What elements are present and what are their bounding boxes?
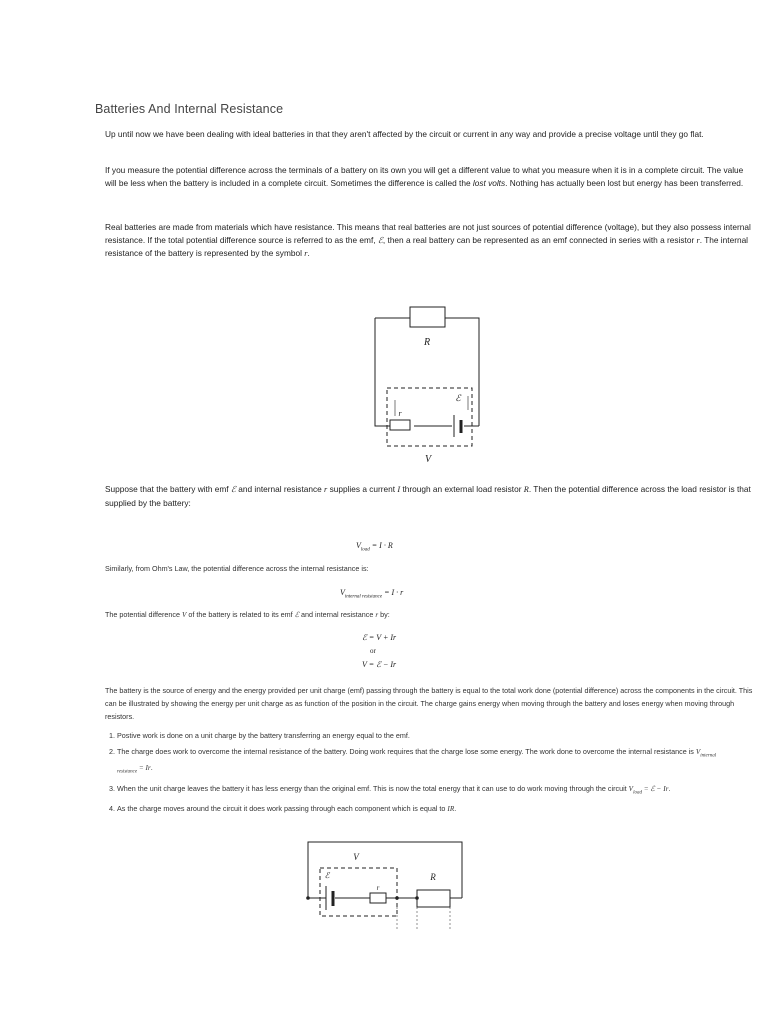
load-resistor xyxy=(417,890,450,907)
list-item: 2. The charge does work to overcome the internal resistance of the battery. Doing work requires that the charge lose some energy. The work done to overcome the internal resistance is $V_{internal resistance} = Ir$. xyxy=(117,746,717,779)
list-item: 1. Postive work is done on a unit charge by the battery transferring an energy equal to the emf. xyxy=(117,730,717,742)
internal-resistor xyxy=(390,420,410,430)
paragraph-lost-volts: If you measure the potential difference across the terminals of a battery on its own you will get a different value to what you measure when it is in a complete circuit. The value will be less when the battery is included in a complete circuit. Sometimes the difference is called the lost volts. Nothing has actually been lost but energy has been transferred. xyxy=(105,165,744,188)
label-emf: ℰ xyxy=(324,871,330,880)
equation-v-internal: $V_{internal resistance} = I \cdot r$ xyxy=(340,588,404,600)
equation-v-load: $V_{load} = I \cdot R$ xyxy=(356,541,393,553)
label-R: R xyxy=(430,872,436,882)
circuit-diagram-1 xyxy=(370,298,500,468)
wire-top-right xyxy=(445,318,479,426)
list-item: 4. As the charge moves around the circuit it does work passing through each component which is equal to IR. xyxy=(117,803,717,815)
equation-or: or xyxy=(370,647,376,655)
paragraph-energy: The battery is the source of energy and the energy provided per unit charge (emf) passing through the battery is equal to the total work done (potential difference) across the components in the circuit. This can be illustrated by showing the energy per unit charge as as function of the position in the circuit. The charge gains energy when moving through the battery and loses energy when moving through resistors. xyxy=(105,686,753,721)
internal-resistor xyxy=(370,893,386,903)
paragraph-ohms-law: Similarly, from Ohm's Law, the potential difference across the internal resistance is: xyxy=(105,564,369,573)
label-V: V xyxy=(353,852,359,862)
label-V: V xyxy=(424,454,432,465)
circuit-diagram-2 xyxy=(300,838,470,933)
label-r: r xyxy=(398,409,402,418)
equation-emf: ℰ = V + Ir xyxy=(362,633,397,642)
lost-volts-term: lost volts xyxy=(472,177,506,188)
page-title: Batteries And Internal Resistance xyxy=(95,102,284,116)
wire-left xyxy=(375,318,390,426)
paragraph-pd-relation: The potential difference V of the battery is related to its emf ℰ and internal resistance r by: xyxy=(105,610,390,619)
paragraph-ideal-batteries: Up until now we have been dealing with ideal batteries in that they aren't affected by the circuit or current in any way and provide a precise voltage until they go flat. xyxy=(105,129,704,139)
energy-steps-list xyxy=(103,730,717,819)
label-emf: ℰ xyxy=(455,393,461,403)
label-r: r xyxy=(376,884,380,892)
equation-v: V = ℰ − Ir xyxy=(362,660,397,669)
label-R: R xyxy=(423,337,431,348)
list-item: 3. When the unit charge leaves the battery it has less energy than the original emf. This is now the total energy that it can use to do work moving through the circuit $V_{load}$ = ℰ − Ir. xyxy=(117,783,717,799)
paragraph-internal-resistance: Real batteries are made from materials which have resistance. This means that real batteries are not just sources of potential difference (voltage), but they also possess internal resistance. If the total potential difference source is referred to as the emf, ℰ, then a real battery can be represented as an emf connected in series with a resistor r. The internal resistance of the battery is represented by the symbol r. xyxy=(105,222,751,258)
load-resistor xyxy=(410,307,445,327)
paragraph-load-resistor: Suppose that the battery with emf ℰ and internal resistance r supplies a current I through an external load resistor R. Then the potential difference across the load resistor is that supplied by the battery: xyxy=(105,484,751,508)
